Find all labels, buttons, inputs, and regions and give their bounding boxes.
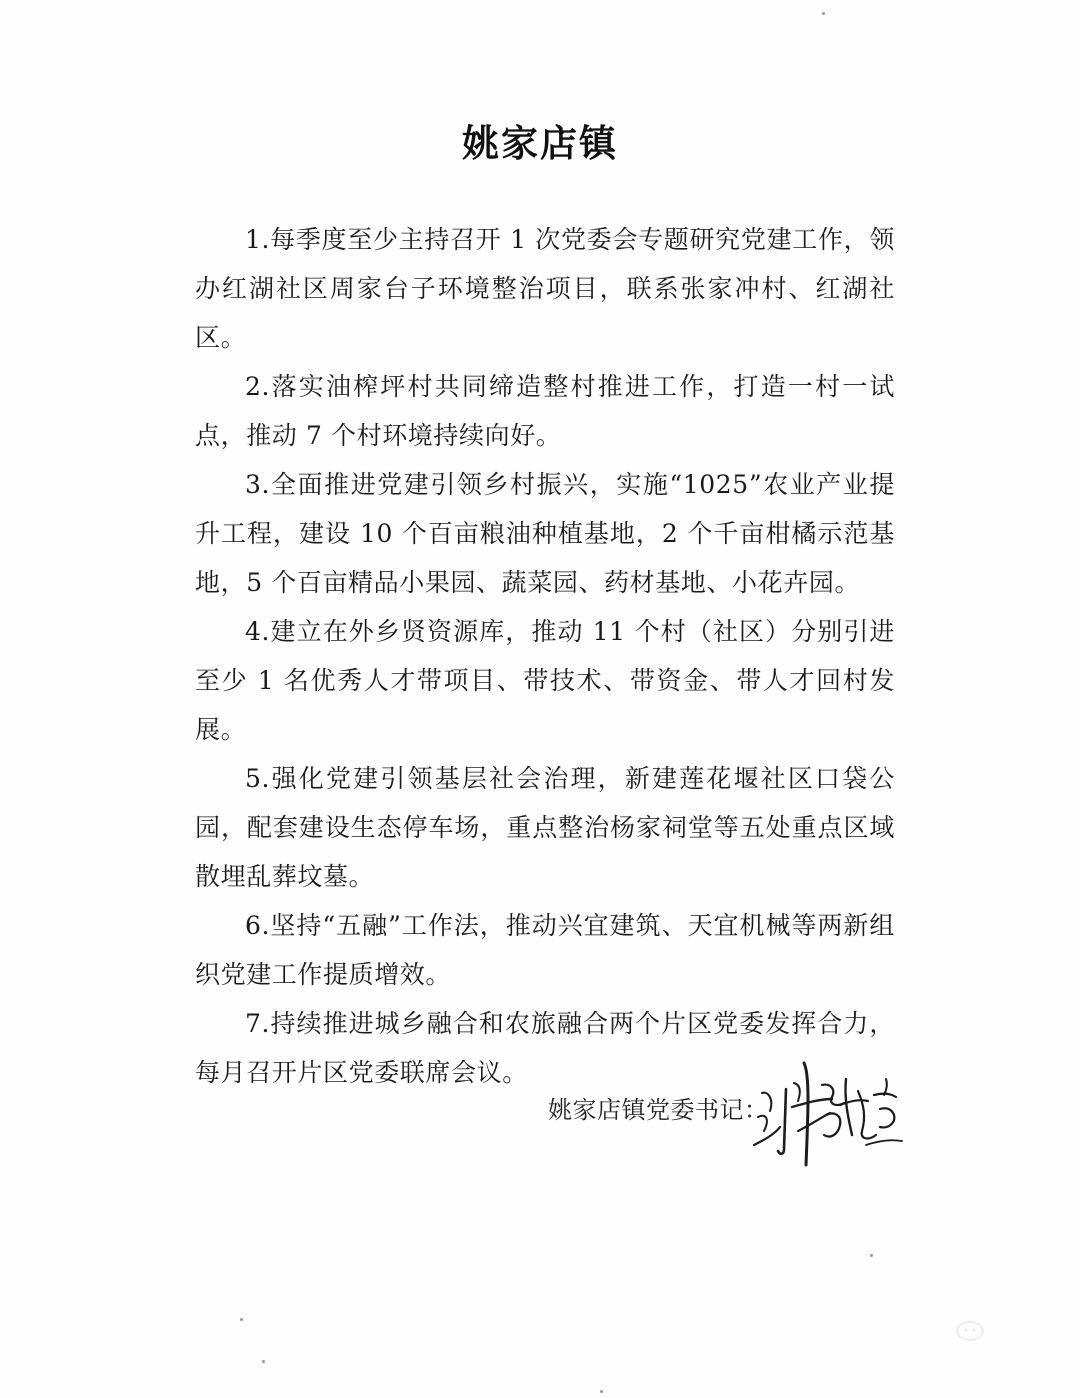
paragraph-6: 6.坚持“五融”工作法，推动兴宜建筑、天宜机械等两新组织党建工作提质增效。 <box>195 911 895 989</box>
watermark-logo-icon <box>955 1320 985 1342</box>
paragraph-7: 7.持续推进城乡融合和农旅融合两个片区党委发挥合力，每月召开片区党委联席会议。 <box>195 1009 895 1087</box>
handwritten-signature-icon <box>740 1055 910 1175</box>
document-title: 姚家店镇 <box>462 121 618 165</box>
scan-speck <box>822 12 825 15</box>
paragraph-1: 1.每季度至少主持召开 1 次党委会专题研究党建工作，领办红湖社区周家台子环境整治项目，联系张家冲村、红湖社区。 <box>195 225 895 352</box>
paragraph-2: 2.落实油榨坪村共同缔造整村推进工作，打造一村一试点，推动 7 个村环境持续向好。 <box>195 372 895 450</box>
paragraph-3: 3.全面推进党建引领乡村振兴，实施“1025”农业产业提升工程，建设 10 个百亩粮油种植基地，2 个千亩柑橘示范基地，5 个百亩精品小果园、蔬菜园、药材基地、小花卉园。 <box>195 470 895 597</box>
scan-speck <box>262 1360 265 1363</box>
paragraph-5: 5.强化党建引领基层社会治理，新建莲花堰社区口袋公园，配套建设生态停车场，重点整治杨家祠堂等五处重点区域散埋乱葬坟墓。 <box>195 764 895 891</box>
signature-label: 姚家店镇党委书记： <box>548 1096 769 1124</box>
document-body <box>195 215 895 1097</box>
paragraph-4: 4.建立在外乡贤资源库，推动 11 个村（社区）分别引进至少 1 名优秀人才带项目、带技术、带资金、带人才回村发展。 <box>195 617 895 744</box>
scan-speck <box>240 1318 243 1321</box>
scan-speck <box>870 1254 873 1257</box>
scan-speck <box>600 1390 603 1393</box>
